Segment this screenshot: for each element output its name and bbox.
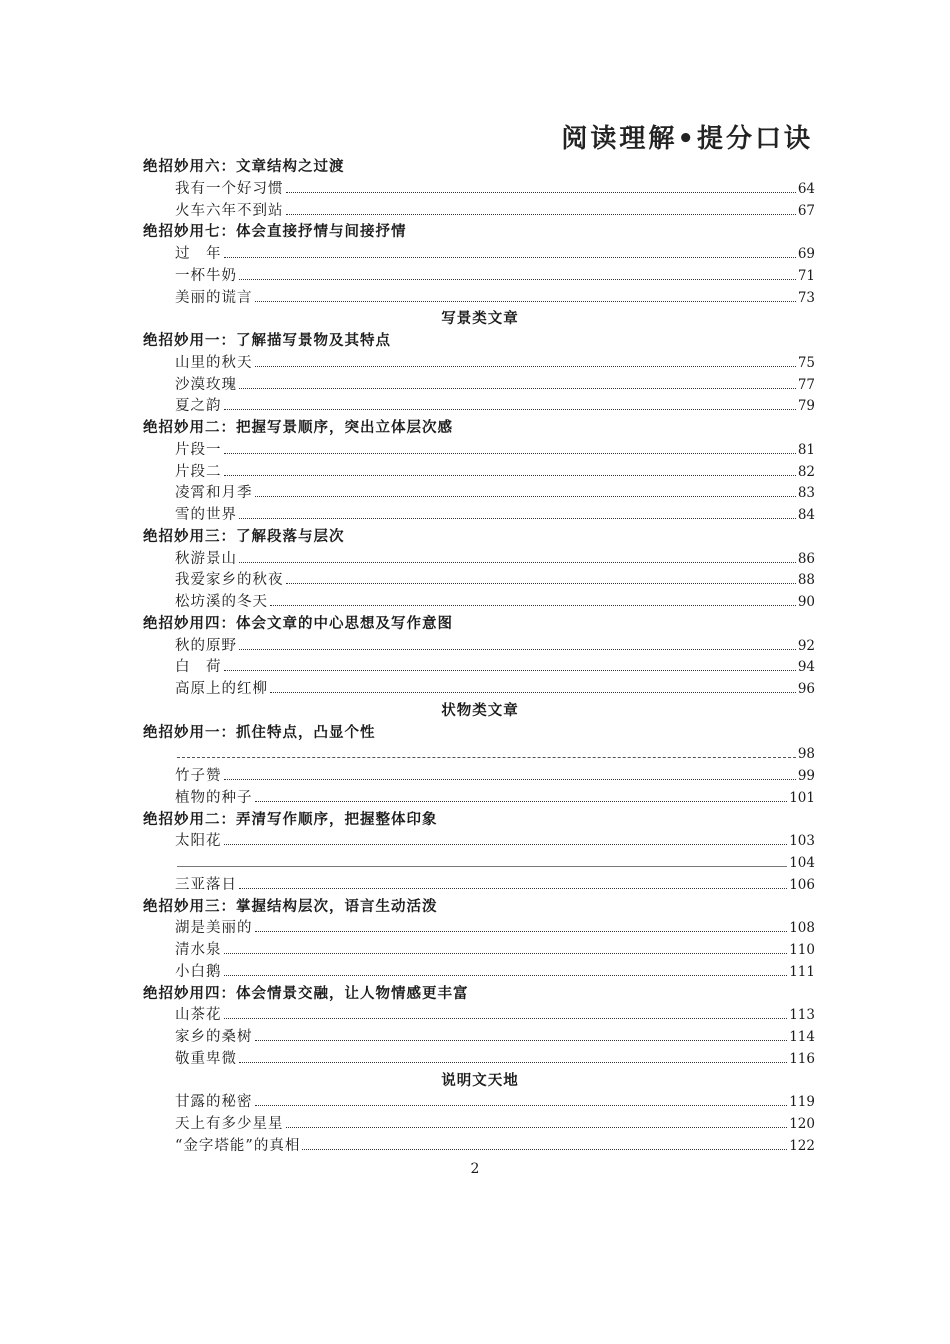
category-heading: 写景类文章: [441, 311, 519, 328]
entry-title: “金字塔能”的真相: [175, 1137, 301, 1154]
entry-page-number: 84: [797, 507, 815, 523]
toc-entry[interactable]: [175, 179, 815, 200]
entry-page-number: 90: [797, 594, 815, 610]
dot-leader: [255, 1092, 788, 1106]
dot-leader: [286, 1114, 788, 1128]
dot-leader: [224, 940, 788, 954]
section-heading: 绝招妙用四：体会文章的中心思想及写作意图: [143, 615, 453, 632]
entry-title: 湖是美丽的: [175, 920, 253, 937]
dot-leader: [224, 831, 788, 845]
toc-entry[interactable]: [175, 1136, 815, 1157]
dot-leader: [224, 440, 796, 454]
dot-leader: [239, 266, 796, 280]
entry-title: 过 年: [175, 246, 222, 262]
toc-entry[interactable]: [175, 766, 815, 787]
toc-entry[interactable]: [175, 462, 815, 483]
entry-page-number: 122: [789, 1137, 815, 1154]
dot-leader: [255, 918, 788, 932]
category-heading: 状物类文章: [441, 702, 519, 719]
toc-entry[interactable]: [175, 396, 815, 417]
entry-page-number: 114: [789, 1029, 815, 1045]
entry-page-number: 94: [797, 659, 815, 676]
entry-page-number: 92: [797, 637, 815, 654]
section-heading: 绝招妙用一：抓住特点，凸显个性: [143, 724, 376, 741]
entry-page-number: 120: [789, 1116, 815, 1132]
entry-page-number: 116: [789, 1050, 815, 1067]
entry-title: 凌霄和月季: [175, 485, 253, 502]
dot-leader: [224, 657, 796, 671]
dot-leader: [224, 462, 796, 476]
entry-title: 片段二: [175, 463, 222, 480]
entry-title: 小白鹅: [175, 963, 222, 980]
entry-title: 山茶花: [175, 1007, 222, 1024]
dot-leader: [255, 1027, 788, 1041]
entry-page-number: 101: [789, 789, 815, 806]
entry-title: 美丽的谎言: [175, 289, 253, 306]
section-heading: 绝招妙用一：了解描写景物及其特点: [143, 333, 391, 349]
entry-page-number: 103: [789, 833, 815, 850]
toc-entry[interactable]: [175, 201, 815, 222]
toc-entry[interactable]: [175, 375, 815, 396]
dot-leader: [239, 875, 787, 889]
toc-entry[interactable]: [175, 592, 815, 613]
toc-entry[interactable]: [175, 1027, 815, 1048]
entry-page-number: 96: [797, 681, 815, 697]
entry-title: 三亚落日: [175, 876, 237, 893]
toc-entry[interactable]: [175, 788, 815, 809]
entry-page-number: 75: [797, 354, 815, 371]
entry-title: 清水泉: [175, 942, 222, 958]
section-heading: 绝招妙用四：体会情景交融，让人物情感更丰富: [143, 985, 469, 1002]
toc-entry[interactable]: [175, 505, 815, 526]
dot-leader: [224, 1005, 788, 1019]
dot-leader: [239, 549, 796, 563]
dot-leader: [286, 570, 796, 584]
entry-title: 我有一个好习惯: [175, 180, 284, 197]
entry-page-number: 113: [789, 1007, 815, 1024]
section-heading: 绝招妙用六：文章结构之过渡: [143, 159, 345, 175]
dot-leader: [239, 375, 796, 389]
toc-entry[interactable]: [175, 1114, 815, 1135]
entry-page-number: 67: [797, 202, 815, 219]
entry-page-number: 119: [789, 1094, 815, 1111]
entry-title: 甘露的秘密: [175, 1094, 253, 1111]
entry-title: 火车六年不到站: [175, 202, 284, 219]
entry-page-number: 73: [797, 289, 815, 306]
entry-title: 雪的世界: [175, 507, 237, 523]
toc-entry[interactable]: [175, 266, 815, 287]
entry-page-number: 98: [797, 746, 815, 763]
section-heading: 绝招妙用二：把握写景顺序，突出立体层次感: [143, 420, 453, 436]
toc-entry[interactable]: [175, 288, 815, 309]
section-heading: 绝招妙用二：弄清写作顺序，把握整体印象: [143, 811, 438, 828]
dot-leader: [224, 396, 796, 410]
toc-entry[interactable]: [175, 1005, 815, 1026]
dot-leader: [270, 679, 796, 693]
entry-title: 秋游景山: [175, 550, 237, 567]
entry-title: 我爱家乡的秋夜: [175, 572, 284, 589]
dot-leader: [255, 788, 788, 802]
entry-title: 竹子赞: [175, 768, 222, 784]
toc-entry[interactable]: [175, 1092, 815, 1113]
dot-leader: [255, 483, 796, 497]
dot-leader: [286, 179, 796, 193]
book-title: 阅读理解•提分口诀: [561, 124, 813, 154]
dot-leader: [255, 353, 796, 367]
entry-page-number: 88: [797, 572, 815, 589]
dot-leader: [224, 766, 796, 780]
entry-title: 天上有多少星星: [175, 1116, 284, 1132]
entry-page-number: 82: [797, 463, 815, 480]
toc-entry[interactable]: [175, 940, 815, 961]
entry-title: 家乡的桑树: [175, 1029, 253, 1045]
category-heading: 说明文天地: [441, 1072, 519, 1089]
section-heading: 绝招妙用三：了解段落与层次: [143, 528, 345, 545]
entry-page-number: 104: [789, 855, 815, 871]
dot-leader: [224, 244, 796, 258]
toc-entry[interactable]: [175, 962, 815, 983]
toc-entry[interactable]: [175, 483, 815, 504]
entry-title: 秋的原野: [175, 637, 237, 654]
dot-leader: [270, 592, 796, 606]
toc-entry[interactable]: [175, 744, 815, 765]
dot-leader: [177, 853, 787, 867]
entry-title: 高原上的红柳: [175, 681, 268, 697]
page-number: 2: [470, 1161, 480, 1177]
entry-page-number: 71: [797, 267, 815, 284]
toc-entry[interactable]: [175, 918, 815, 939]
entry-title: 山里的秋天: [175, 354, 253, 371]
dot-leader: [177, 744, 796, 758]
entry-page-number: 110: [789, 942, 815, 958]
toc-entry[interactable]: [175, 570, 815, 591]
entry-page-number: 83: [797, 485, 815, 502]
toc-entry[interactable]: [175, 353, 815, 374]
entry-page-number: 99: [797, 768, 815, 784]
toc-entry[interactable]: [175, 636, 815, 657]
toc-entry[interactable]: [175, 1049, 815, 1070]
entry-title: 松坊溪的冬天: [175, 594, 268, 610]
entry-page-number: 69: [797, 246, 815, 262]
dot-leader: [224, 962, 788, 976]
toc-entry[interactable]: [175, 440, 815, 461]
dot-leader: [302, 1136, 787, 1150]
entry-page-number: 81: [797, 441, 815, 458]
entry-title: 一杯牛奶: [175, 267, 237, 284]
toc-entry[interactable]: [175, 679, 815, 700]
section-heading: 绝招妙用三：掌握结构层次，语言生动活泼: [143, 898, 438, 915]
section-heading: 绝招妙用七：体会直接抒情与间接抒情: [143, 224, 407, 241]
toc-entry[interactable]: [175, 875, 815, 896]
toc-entry[interactable]: [175, 549, 815, 570]
entry-title: 夏之韵: [175, 398, 222, 415]
entry-title: 敬重卑微: [175, 1050, 237, 1067]
entry-page-number: 106: [789, 876, 815, 893]
toc-entry[interactable]: [175, 831, 815, 852]
entry-page-number: 79: [797, 398, 815, 415]
dot-leader: [239, 636, 796, 650]
entry-page-number: 111: [789, 963, 815, 980]
entry-page-number: 64: [797, 180, 815, 197]
entry-title: 太阳花: [175, 833, 222, 850]
dot-leader: [286, 201, 796, 215]
toc-entry[interactable]: [175, 657, 815, 678]
entry-page-number: 86: [797, 550, 815, 567]
entry-page-number: 77: [797, 376, 815, 393]
entry-title: 片段一: [175, 441, 222, 458]
entry-title: 白 荷: [175, 659, 222, 676]
entry-title: 沙漠玫瑰: [175, 376, 237, 393]
dot-leader: [239, 505, 796, 519]
dot-leader: [255, 288, 796, 302]
entry-page-number: 108: [789, 920, 815, 937]
dot-leader: [239, 1049, 787, 1063]
toc-entry[interactable]: [175, 244, 815, 265]
toc-entry[interactable]: [175, 853, 815, 874]
entry-title: 植物的种子: [175, 789, 253, 806]
